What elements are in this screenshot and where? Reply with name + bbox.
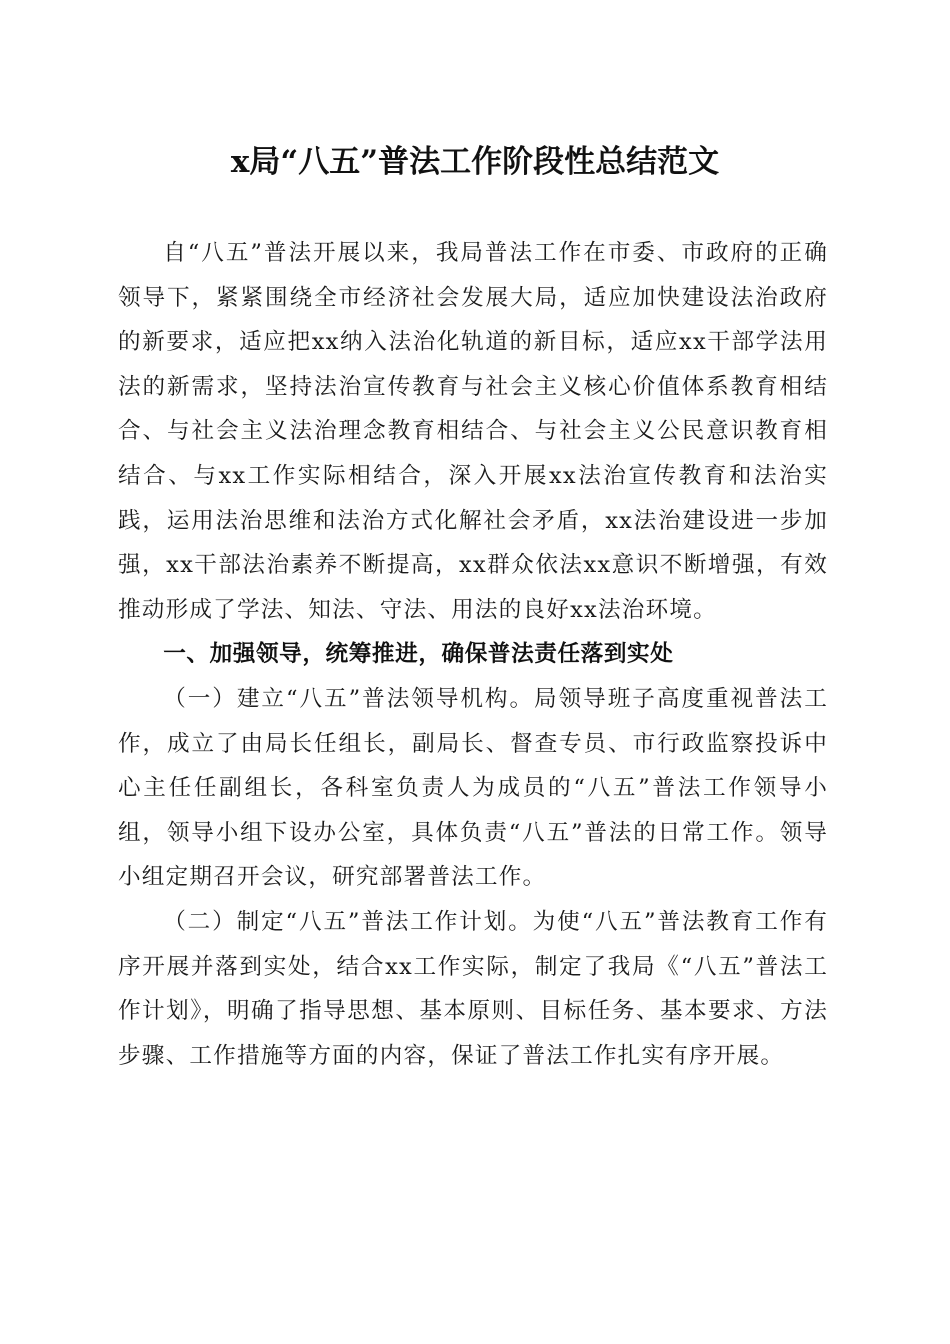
section-heading: 一、加强领导，统筹推进，确保普法责任落到实处 — [163, 641, 674, 668]
subsection-2-paragraph: （二）制定“八五”普法工作计划。为使“八五”普法教育工作有序开展并落到实处，结合xx工作实际，制定了我局《“八五”普法工作计划》，明确了指导思想、基本原则、目标任务、基本要求、方法步骤、工作措施等方面的内容，保证了普法工作扎实有序开展。 — [118, 908, 828, 1069]
document-title: x局“八五”普法工作阶段性总结范文 — [230, 144, 720, 180]
subsection-1-paragraph: （一）建立“八五”普法领导机构。局领导班子高度重视普法工作，成立了由局长任组长，副局长、督查专员、市行政监察投诉中心主任任副组长，各科室负责人为成员的“八五”普法工作领导小组，领导小组下设办公室，具体负责“八五”普法的日常工作。领导小组定期召开会议，研究部署普法工作。 — [118, 685, 828, 891]
document-body — [118, 231, 828, 1078]
intro-paragraph: 自“八五”普法开展以来，我局普法工作在市委、市政府的正确领导下，紧紧围绕全市经济社会发展大局，适应加快建设法治政府的新要求，适应把xx纳入法治化轨道的新目标，适应xx干部学法用法的新需求，坚持法治宣传教育与社会主义核心价值体系教育相结合、与社会主义法治理念教育相结合、与社会主义公民意识教育相结合、与xx工作实际相结合，深入开展xx法治宣传教育和法治实践，运用法治思维和法治方式化解社会矛盾，xx法治建设进一步加强，xx干部法治素养不断提高，xx群众依法xx意识不断增强，有效推动形成了学法、知法、守法、用法的良好xx法治环境。 — [118, 240, 828, 623]
